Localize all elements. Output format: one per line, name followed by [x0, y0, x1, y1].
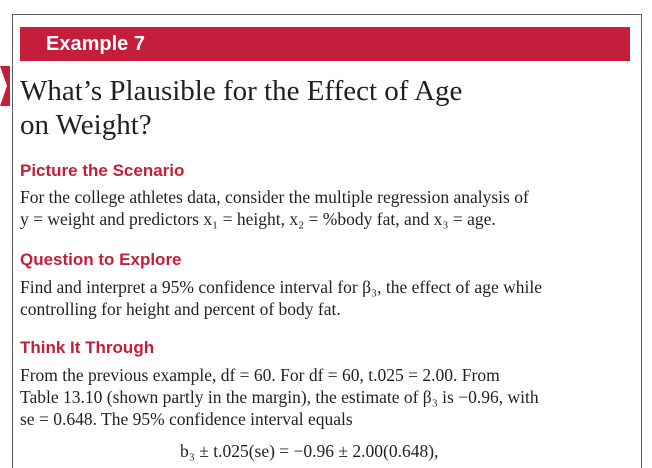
frame-left-border [12, 14, 13, 468]
explore-heading: Question to Explore [20, 250, 182, 269]
think-line-1: From the previous example, df = 60. For df = 60, t.025 = 2.00. From [20, 365, 500, 385]
scenario-heading: Picture the Scenario [20, 161, 185, 180]
scenario-line-2: y = weight and predictors x₁ = height, x₂ = %body fat, and x₃ = age. [20, 209, 496, 229]
explore-line-1: Find and interpret a 95% confidence interval for β₃, the effect of age while [20, 277, 542, 297]
title-line-2: on Weight? [20, 109, 152, 141]
scenario-line-1: For the college athletes data, consider the multiple regression analysis of [20, 187, 529, 207]
scenario-paragraph [20, 186, 632, 230]
frame-right-border [641, 14, 642, 468]
frame-top-border [12, 14, 642, 15]
example-title [20, 74, 580, 142]
explore-line-2: controlling for height and percent of body fat. [20, 299, 341, 319]
example-label: Example 7 [46, 33, 145, 55]
title-line-1: What’s Plausible for the Effect of Age [20, 75, 463, 107]
side-tab-marker [0, 66, 10, 106]
think-paragraph [20, 364, 632, 430]
explore-paragraph [20, 276, 632, 320]
think-line-3: se = 0.648. The 95% confidence interval equals [20, 409, 353, 429]
confidence-interval-formula: b₃ ± t.025(se) = −0.96 ± 2.00(0.648), [180, 441, 439, 461]
think-heading: Think It Through [20, 338, 155, 357]
think-line-2: Table 13.10 (shown partly in the margin), the estimate of β₃ is −0.96, with [20, 387, 539, 407]
